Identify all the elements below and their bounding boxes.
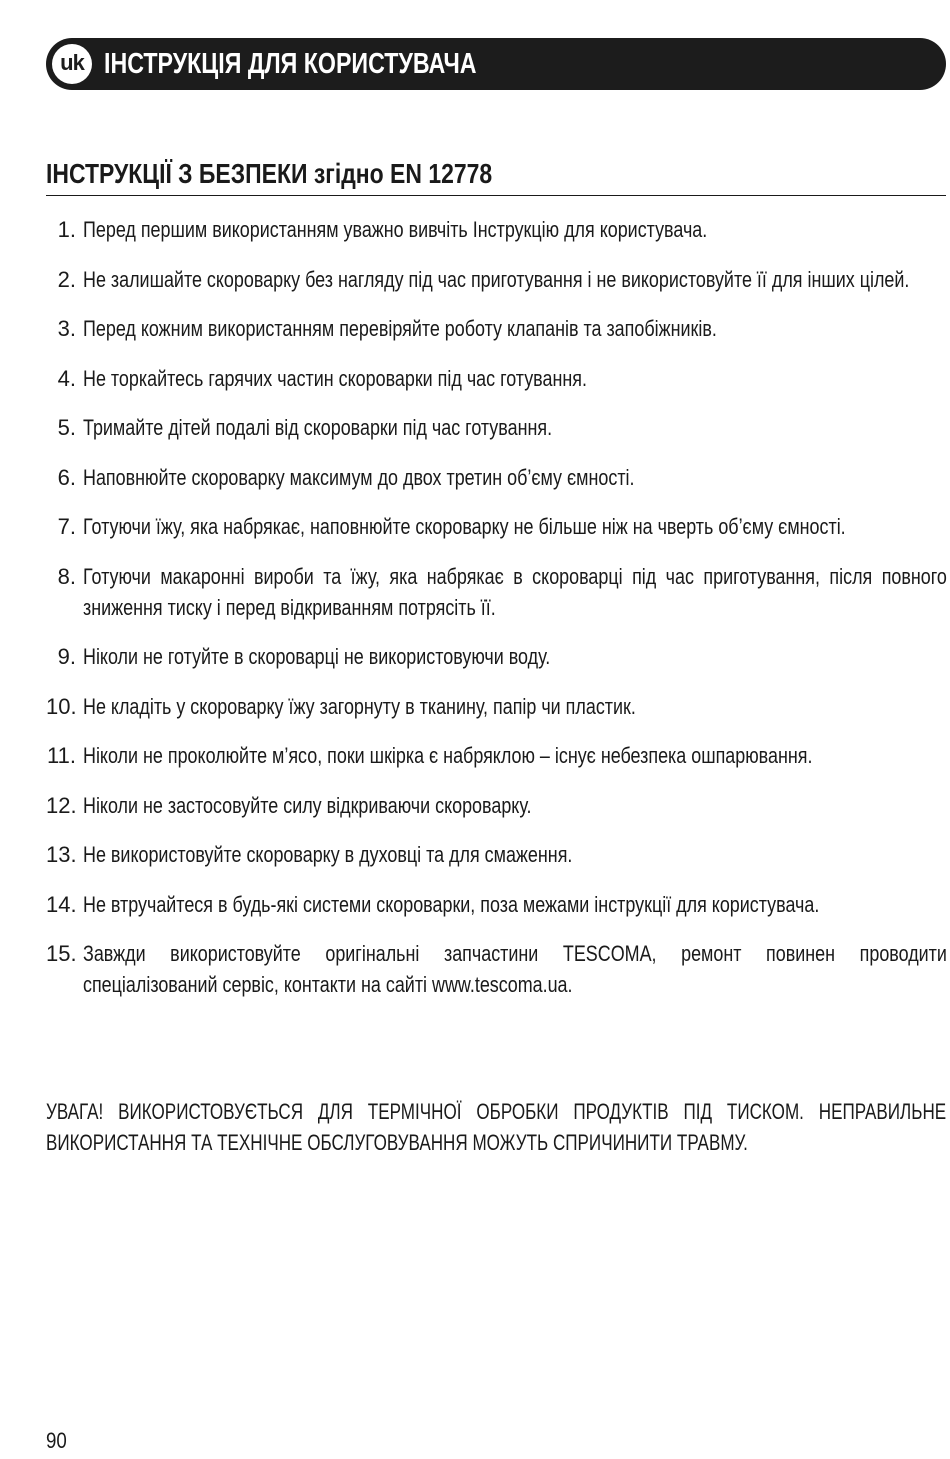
rule-text: Не кладіть у скороварку їжу загорнуту в тканину, папір чи пластик.: [83, 693, 636, 719]
header-title: ІНСТРУКЦІЯ ДЛЯ КОРИСТУВАЧА: [104, 47, 477, 80]
rule-number: 1.: [57, 217, 76, 242]
list-item: [46, 889, 946, 920]
rule-text: Не використовуйте скороварку в духовці та для смаження.: [83, 842, 573, 867]
list-item: [46, 790, 946, 821]
rule-text: Завжди використовуйте оригінальні запчастини TESCOMA, ремонт повинен проводити спеціалізований сервіс, контакти на сайті www.tescoma.ua.: [83, 941, 947, 997]
language-code: uk: [60, 50, 84, 75]
rule-number: 3.: [57, 316, 76, 341]
rule-number: 14.: [46, 891, 77, 917]
rule-text: Не торкайтесь гарячих частин скороварки під час готування.: [83, 365, 587, 391]
rule-text: Не втручайтеся в будь-які системи скороварки, поза межами інструкції для користувача.: [83, 891, 820, 917]
header-bar: [46, 38, 946, 90]
rule-text: Тримайте дітей подалі від скороварки під час готування.: [83, 415, 553, 440]
rule-text: Перед першим використанням уважно вивчіть Інструкцію для користувача.: [83, 217, 708, 242]
rule-number: 11.: [47, 743, 76, 768]
rule-number: 13.: [46, 842, 77, 867]
list-item: [46, 839, 946, 870]
section-title: ІНСТРУКЦІЇ З БЕЗПЕКИ згідно EN 12778: [46, 158, 493, 189]
list-item: [46, 938, 946, 1000]
rule-text: Не залишайте скороварку без нагляду під час приготування і не використовуйте її для інших цілей.: [83, 266, 910, 292]
list-item: [46, 561, 946, 623]
rule-text: Перед кожним використанням перевіряйте роботу клапанів та запобіжників.: [83, 316, 717, 341]
section-divider: [46, 195, 946, 196]
rule-number: 9.: [57, 644, 76, 669]
rule-number: 2.: [57, 266, 76, 292]
rule-number: 7.: [57, 514, 76, 539]
warning-notice: УВАГА! ВИКОРИСТОВУЄТЬСЯ ДЛЯ ТЕРМІЧНОЇ ОБРОБКИ ПРОДУКТІВ ПІД ТИСКОМ. НЕПРАВИЛЬНЕ ВИКОРИСТАННЯ ТА ТЕХНІЧНЕ ОБСЛУГОВУВАННЯ МОЖУТЬ СПРИЧИНИТИ ТРАВМУ.: [46, 1099, 947, 1155]
rule-text: Готуючи макаронні вироби та їжу, яка набрякає в скороварці під час приготування, після повного зниження тиску і перед відкриванням потрясіть її.: [83, 563, 947, 620]
rule-text: Ніколи не готуйте в скороварці не використовуючи воду.: [83, 644, 551, 669]
list-item: [46, 511, 946, 542]
list-item: [46, 740, 946, 771]
safety-rules-list: [46, 214, 946, 1019]
rule-number: 5.: [57, 415, 76, 440]
list-item: [46, 412, 946, 443]
rule-text: Ніколи не проколюйте м’ясо, поки шкірка є набряклою – існує небезпека ошпарювання.: [83, 743, 813, 768]
rule-number: 8.: [57, 563, 76, 589]
rule-text: Готуючи їжу, яка набрякає, наповнюйте скороварку не більше ніж на чверть об’єму ємності.: [83, 514, 846, 539]
rule-text: Ніколи не застосовуйте силу відкриваючи скороварку.: [83, 792, 532, 818]
list-item: [46, 363, 946, 394]
rule-text: Наповнюйте скороварку максимум до двох третин об’єму ємності.: [83, 464, 635, 490]
rule-number: 10.: [46, 693, 77, 719]
list-item: [46, 641, 946, 672]
list-item: [46, 313, 946, 344]
list-item: [46, 691, 946, 722]
language-badge: [52, 44, 92, 84]
list-item: [46, 462, 946, 493]
rule-number: 12.: [46, 792, 77, 818]
rule-number: 15.: [46, 941, 77, 966]
rule-number: 6.: [57, 464, 76, 490]
rule-number: 4.: [57, 365, 76, 391]
list-item: [46, 264, 946, 295]
page-number: 90: [46, 1428, 67, 1453]
list-item: [46, 214, 946, 245]
